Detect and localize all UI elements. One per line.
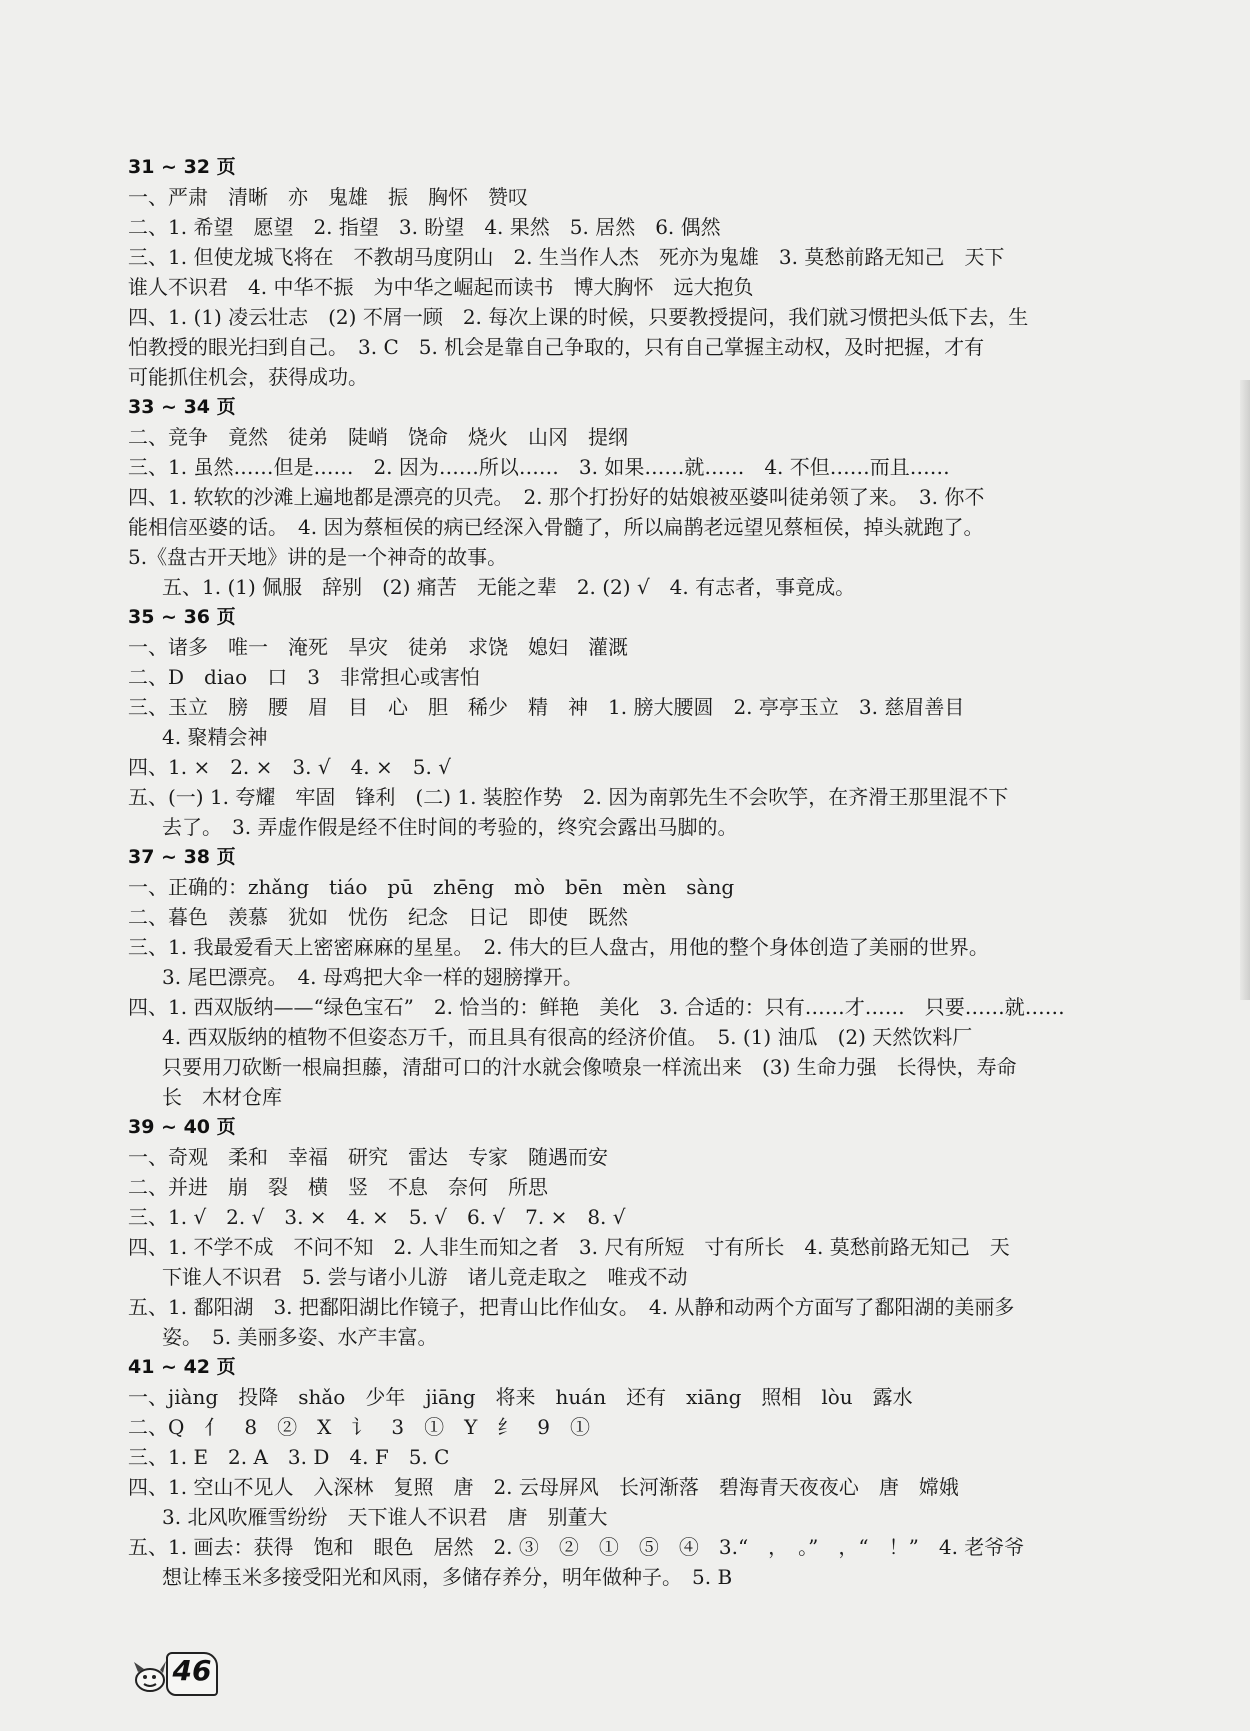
answer-line: 想让棒玉米多接受阳光和风雨，多储存养分，明年做种子。 5. B (162, 1565, 733, 1589)
answer-line: 四、1. 西双版纳——“绿色宝石” 2. 恰当的：鲜艳 美化 3. 合适的：只有……才…… 只要……就…… (128, 995, 1065, 1019)
answer-line: 姿。 5. 美丽多姿、水产丰富。 (162, 1325, 438, 1349)
page-number-badge (130, 1650, 216, 1698)
answer-line: 3. 北风吹雁雪纷纷 天下谁人不识君 唐 别董大 (162, 1505, 608, 1529)
answer-line: 5.《盘古开天地》讲的是一个神奇的故事。 (128, 545, 508, 569)
answer-line: 一、奇观 柔和 幸福 研究 雷达 专家 随遇而安 (128, 1145, 608, 1169)
answer-line: 三、1. 虽然……但是…… 2. 因为……所以…… 3. 如果……就…… 4. 不但……而且…… (128, 455, 950, 479)
answer-line: 三、1. 但使龙城飞将在 不教胡马度阴山 2. 生当作人杰 死亦为鬼雄 3. 莫愁前路无知己 天下 (128, 245, 1005, 269)
section-heading: 35 ~ 36 页 (128, 606, 236, 628)
answer-line: 二、1. 希望 愿望 2. 指望 3. 盼望 4. 果然 5. 居然 6. 偶然 (128, 215, 721, 239)
answer-line: 二、Q 亻 8 ② X 讠 3 ① Y 纟 9 ① (128, 1415, 591, 1439)
answer-line: 四、1. (1) 凌云壮志 (2) 不屑一顾 2. 每次上课的时候，只要教授提问，我们就习惯把头低下去，生 (128, 305, 1029, 329)
answer-line: 四、1. 不学不成 不问不知 2. 人非生而知之者 3. 尺有所短 寸有所长 4. 莫愁前路无知己 天 (128, 1235, 1010, 1259)
answer-line: 可能抓住机会，获得成功。 (128, 365, 368, 389)
section-37-38 (128, 842, 1128, 1112)
answer-line: 谁人不识君 4. 中华不振 为中华之崛起而读书 博大胸怀 远大抱负 (128, 275, 754, 299)
answer-line: 4. 西双版纳的植物不但姿态万千，而且具有很高的经济价值。 5. (1) 油瓜 (2) 天然饮料厂 (162, 1025, 973, 1049)
answer-line: 二、暮色 羡慕 犹如 忧伤 纪念 日记 即使 既然 (128, 905, 628, 929)
section-33-34 (128, 392, 1128, 602)
page-number: 46 (172, 1654, 212, 1687)
answer-line: 三、1. √ 2. √ 3. × 4. × 5. √ 6. √ 7. × 8. √ (128, 1205, 626, 1229)
answer-line: 三、1. E 2. A 3. D 4. F 5. C (128, 1445, 450, 1469)
answer-line: 四、1. × 2. × 3. √ 4. × 5. √ (128, 755, 451, 779)
answer-line: 4. 聚精会神 (162, 725, 268, 749)
section-heading: 41 ~ 42 页 (128, 1356, 236, 1378)
answer-line: 三、玉立 膀 腰 眉 目 心 胆 稀少 精 神 1. 膀大腰圆 2. 亭亭玉立 3. 慈眉善目 (128, 695, 965, 719)
answer-line: 能相信巫婆的话。 4. 因为蔡桓侯的病已经深入骨髓了，所以扁鹊老远望见蔡桓侯，掉头就跑了。 (128, 515, 984, 539)
answer-line: 三、1. 我最爱看天上密密麻麻的星星。 2. 伟大的巨人盘古，用他的整个身体创造了美丽的世界。 (128, 935, 989, 959)
answer-line: 五、1. 鄱阳湖 3. 把鄱阳湖比作镜子，把青山比作仙女。 4. 从静和动两个方面写了鄱阳湖的美丽多 (128, 1295, 1015, 1319)
section-heading: 39 ~ 40 页 (128, 1116, 236, 1138)
answer-line: 下谁人不识君 5. 尝与诸小儿游 诸儿竞走取之 唯戎不动 (162, 1265, 688, 1289)
answer-line: 五、(一) 1. 夸耀 牢固 锋利 (二) 1. 装腔作势 2. 因为南郭先生不会吹竽，在齐滑王那里混不下 (128, 785, 1009, 809)
cartoon-mascot-icon (130, 1656, 170, 1696)
page-edge-shadow (1240, 380, 1250, 1000)
answer-content (128, 152, 1128, 1592)
answer-line: 四、1. 软软的沙滩上遍地都是漂亮的贝壳。 2. 那个打扮好的姑娘被巫婆叫徒弟领了来。 3. 你不 (128, 485, 985, 509)
answer-line: 怕教授的眼光扫到自己。 3. C 5. 机会是靠自己争取的，只有自己掌握主动权，及时把握，才有 (128, 335, 985, 359)
answer-line: 一、严肃 清晰 亦 鬼雄 振 胸怀 赞叹 (128, 185, 528, 209)
answer-line: 五、1. (1) 佩服 辞别 (2) 痛苦 无能之辈 2. (2) √ 4. 有志者，事竟成。 (162, 575, 856, 599)
section-35-36 (128, 602, 1128, 842)
section-39-40 (128, 1112, 1128, 1352)
answer-line: 一、正确的：zhǎng tiáo pū zhēng mò bēn mèn sàng (128, 875, 735, 899)
section-41-42 (128, 1352, 1128, 1592)
answer-line: 五、1. 画去：获得 饱和 眼色 居然 2. ③ ② ① ⑤ ④ 3.“ ， 。” ，“ ！” 4. 老爷爷 (128, 1535, 1025, 1559)
section-heading: 31 ~ 32 页 (128, 156, 236, 178)
section-heading: 37 ~ 38 页 (128, 846, 236, 868)
answer-line: 四、1. 空山不见人 入深林 复照 唐 2. 云母屏风 长河渐落 碧海青天夜夜心 唐 嫦娥 (128, 1475, 959, 1499)
answer-line: 一、jiàng 投降 shǎo 少年 jiāng 将来 huán 还有 xiāng 照相 lòu 露水 (128, 1385, 913, 1409)
section-31-32 (128, 152, 1128, 392)
answer-line: 一、诸多 唯一 淹死 旱灾 徒弟 求饶 媳妇 灌溉 (128, 635, 628, 659)
answer-line: 二、并进 崩 裂 横 竖 不息 奈何 所思 (128, 1175, 548, 1199)
answer-line: 二、D diao 口 3 非常担心或害怕 (128, 665, 480, 689)
section-heading: 33 ~ 34 页 (128, 396, 236, 418)
answer-line: 长 木材仓库 (162, 1085, 282, 1109)
answer-line: 只要用刀砍断一根扁担藤，清甜可口的汁水就会像喷泉一样流出来 (3) 生命力强 长得快，寿命 (162, 1055, 1017, 1079)
answer-line: 3. 尾巴漂亮。 4. 母鸡把大伞一样的翅膀撑开。 (162, 965, 583, 989)
answer-line: 去了。 3. 弄虚作假是经不住时间的考验的，终究会露出马脚的。 (162, 815, 738, 839)
answer-line: 二、竞争 竟然 徒弟 陡峭 饶命 烧火 山冈 提纲 (128, 425, 628, 449)
